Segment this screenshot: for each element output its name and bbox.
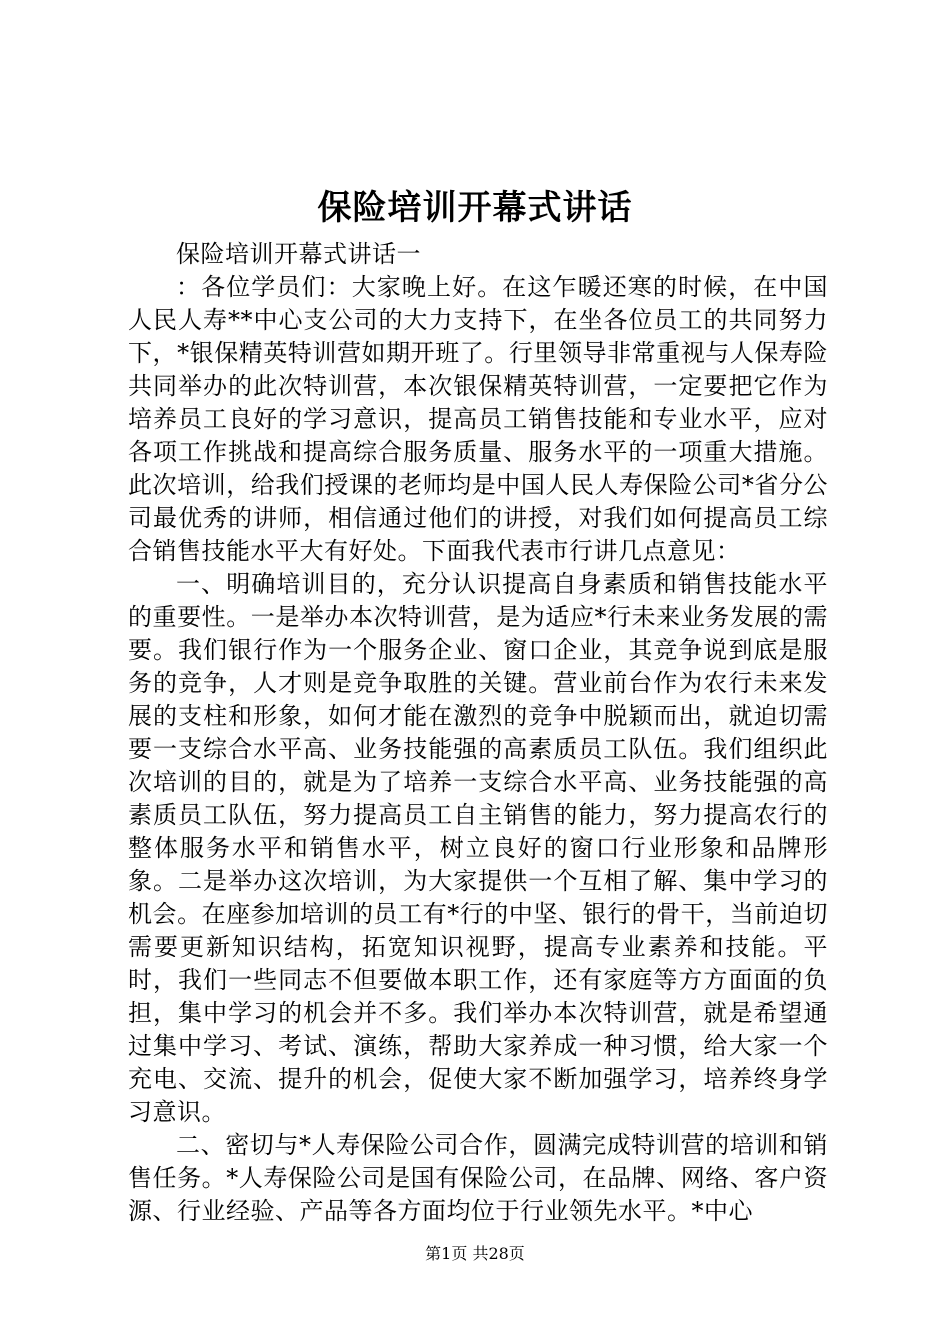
document-title: 保险培训开幕式讲话 (317, 188, 633, 228)
paragraph-point-one: 一、明确培训目的，充分认识提高自身素质和销售技能水平的重要性。一是举办本次特训营，是为适应*行未来业务发展的需要。我们银行作为一个服务企业、窗口企业，其竞争说到底是服务的竞争，人才则是竞争取胜的关键。营业前台作为农行未来发展的支柱和形象，如何才能在激烈的竞争中脱颖而出，就迫切需要一支综合水平高、业务技能强的高素质员工队伍。我们组织此次培训的目的，就是为了培养一支综合水平高、业务技能强的高素质员工队伍，努力提高员工自主销售的能力，努力提高农行的整体服务水平和销售水平，树立良好的窗口行业形象和品牌形象。二是举办这次培训，为大家提供一个互相了解、集中学习的机会。在座参加培训的员工有*行的中坚、银行的骨干，当前迫切需要更新知识结构，拓宽知识视野，提高专业素养和技能。平时，我们一些同志不但要做本职工作，还有家庭等方方面面的负担，集中学习的机会并不多。我们举办本次特训营，就是希望通过集中学习、考试、演练，帮助大家养成一种习惯，给大家一个充电、交流、提升的机会，促使大家不断加强学习，培养终身学习意识。 (128, 570, 828, 1126)
paragraph-point-two: 二、密切与*人寿保险公司合作，圆满完成特训营的培训和销售任务。*人寿保险公司是国有保险公司，在品牌、网络、客户资源、行业经验、产品等各方面均位于行业领先水平。*中心 (128, 1131, 828, 1225)
document-body (128, 238, 828, 1228)
document-subtitle: 保险培训开幕式讲话一 (176, 240, 421, 268)
page-number-footer: 第1页 共28页 (425, 1244, 525, 1263)
paragraph-opening: ：各位学员们：大家晚上好。在这乍暖还寒的时候，在中国人民人寿**中心支公司的大力支持下，在坐各位员工的共同努力下，*银保精英特训营如期开班了。行里领导非常重视与人保寿险共同举办的此次特训营，本次银保精英特训营，一定要把它作为培养员工良好的学习意识，提高员工销售技能和专业水平，应对各项工作挑战和提高综合服务质量、服务水平的一项重大措施。此次培训，给我们授课的老师均是中国人民人寿保险公司*省分公司最优秀的讲师，相信通过他们的讲授，对我们如何提高员工综合销售技能水平大有好处。下面我代表市行讲几点意见： (128, 273, 828, 565)
